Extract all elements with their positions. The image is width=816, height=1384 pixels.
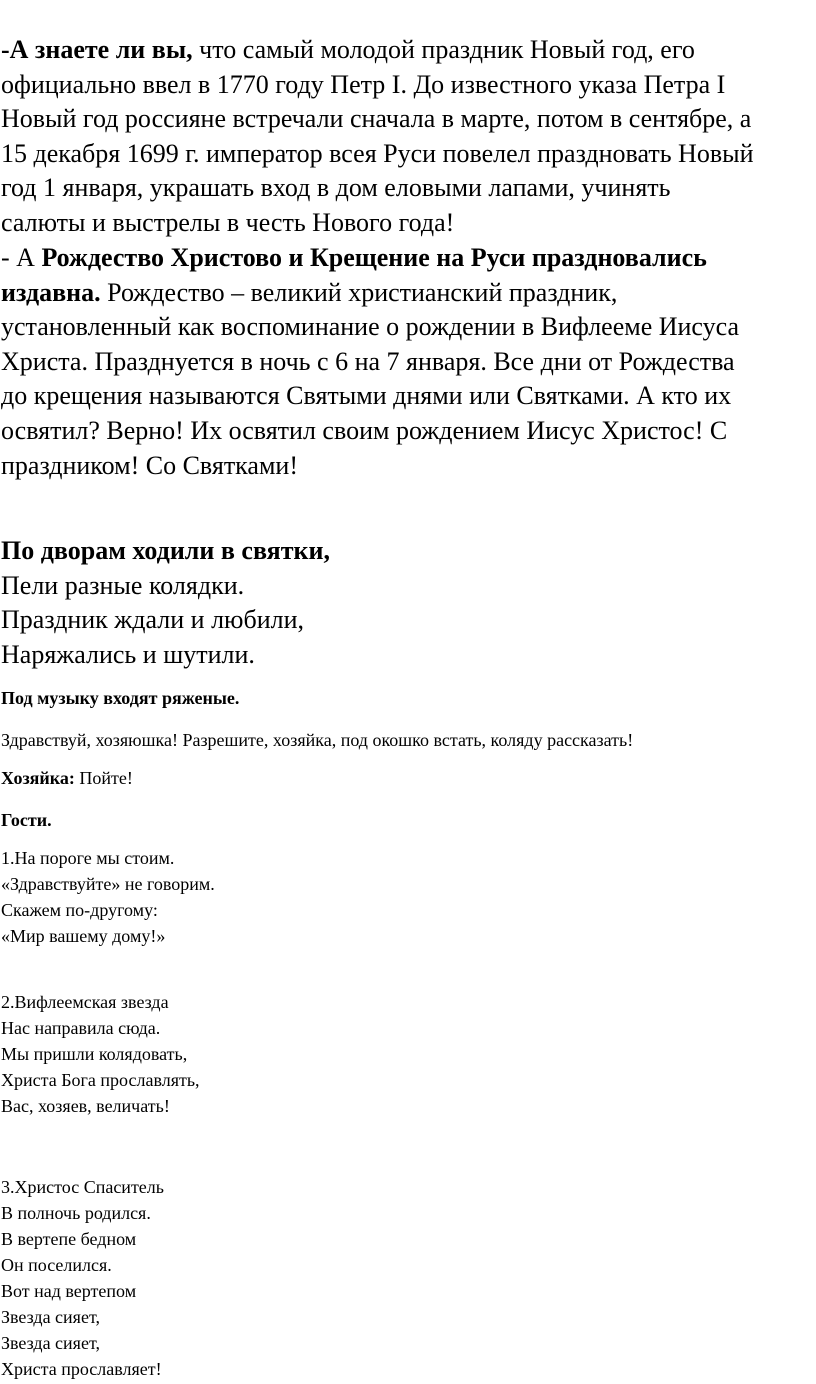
- poem-line: Праздник ждали и любили,: [1, 605, 304, 635]
- poem-title: По дворам ходили в святки,: [1, 536, 330, 565]
- host-line: [0, 765, 133, 791]
- paragraph-line: праздником! Со Святками!: [1, 450, 298, 480]
- poem-svyatki: [0, 534, 816, 672]
- verse-line: Нас направила сюда.: [1, 1018, 161, 1038]
- paragraph-line: - А Рождество Христово и Крещение на Руси праздновались: [1, 243, 707, 272]
- paragraph-line: -А знаете ли вы, что самый молодой праздник Новый год, его: [1, 35, 695, 64]
- bold-lead: издавна.: [1, 277, 101, 307]
- verse-3: [0, 1174, 164, 1382]
- greeting-line: Здравствуй, хозяюшка! Разрешите, хозяйка, под окошко встать, коляду рассказать!: [1, 730, 634, 750]
- verse-line: 1.На пороге мы стоим.: [1, 848, 175, 868]
- bold-lead: -А знаете ли вы,: [1, 35, 193, 64]
- poem-line: Пели разные колядки.: [1, 570, 245, 600]
- paragraph-line: год 1 января, украшать вход в дом еловыми лапами, учинять: [1, 173, 671, 203]
- paragraph-new-year: [0, 33, 816, 241]
- guests-label: Гости.: [1, 810, 52, 830]
- paragraph-line: Новый год россияне встречали сначала в марте, потом в сентябре, а: [1, 104, 752, 134]
- bold-lead: Рождество Христово и Крещение на Руси праздновались: [41, 243, 707, 272]
- verse-line: Звезда сияет,: [1, 1333, 100, 1353]
- paragraph-line: салюты и выстрелы в честь Нового года!: [1, 207, 455, 237]
- verse-line: В вертепе бедном: [1, 1229, 137, 1249]
- paragraph-line: освятил? Верно! Их освятил своим рождением Иисус Христос! С: [1, 415, 728, 445]
- poem-line: Наряжались и шутили.: [1, 639, 255, 669]
- verse-line: Вот над вертепом: [1, 1281, 137, 1301]
- stage-direction: Под музыку входят ряженые.: [1, 688, 240, 708]
- verse-line: Он поселился.: [1, 1255, 112, 1275]
- verse-line: Скажем по-другому:: [1, 900, 158, 920]
- verse-line: Христа Бога прославлять,: [1, 1070, 200, 1090]
- paragraph-line: издавна. Рождество – великий христианский праздник,: [1, 277, 618, 307]
- paragraph-line: официально ввел в 1770 году Петр I. До известного указа Петра I: [1, 69, 726, 99]
- verse-line: Христа прославляет!: [1, 1359, 162, 1379]
- host-label: Хозяйка:: [1, 768, 75, 788]
- paragraph-line: установленный как воспоминание о рождении в Вифлееме Иисуса: [1, 312, 740, 342]
- paragraph-line: 15 декабря 1699 г. император всея Руси повелел праздновать Новый: [1, 138, 754, 168]
- verse-line: «Здравствуйте» не говорим.: [1, 874, 215, 894]
- verse-1: [0, 845, 215, 949]
- host-reply: Пойте!: [74, 768, 133, 788]
- paragraph-line: до крещения называются Святыми днями или Святками. А кто их: [1, 381, 732, 411]
- verse-2: [0, 989, 200, 1119]
- verse-line: Мы пришли колядовать,: [1, 1044, 188, 1064]
- verse-line: 2.Вифлеемская звезда: [1, 992, 169, 1012]
- verse-line: Вас, хозяев, величать!: [1, 1096, 170, 1116]
- paragraph-christmas: [0, 241, 816, 483]
- verse-line: Звезда сияет,: [1, 1307, 100, 1327]
- paragraph-line: Христа. Празднуется в ночь с 6 на 7 января. Все дни от Рождества: [1, 346, 735, 376]
- verse-line: 3.Христос Спаситель: [1, 1177, 164, 1197]
- verse-line: В полночь родился.: [1, 1203, 151, 1223]
- verse-line: «Мир вашему дому!»: [1, 926, 166, 946]
